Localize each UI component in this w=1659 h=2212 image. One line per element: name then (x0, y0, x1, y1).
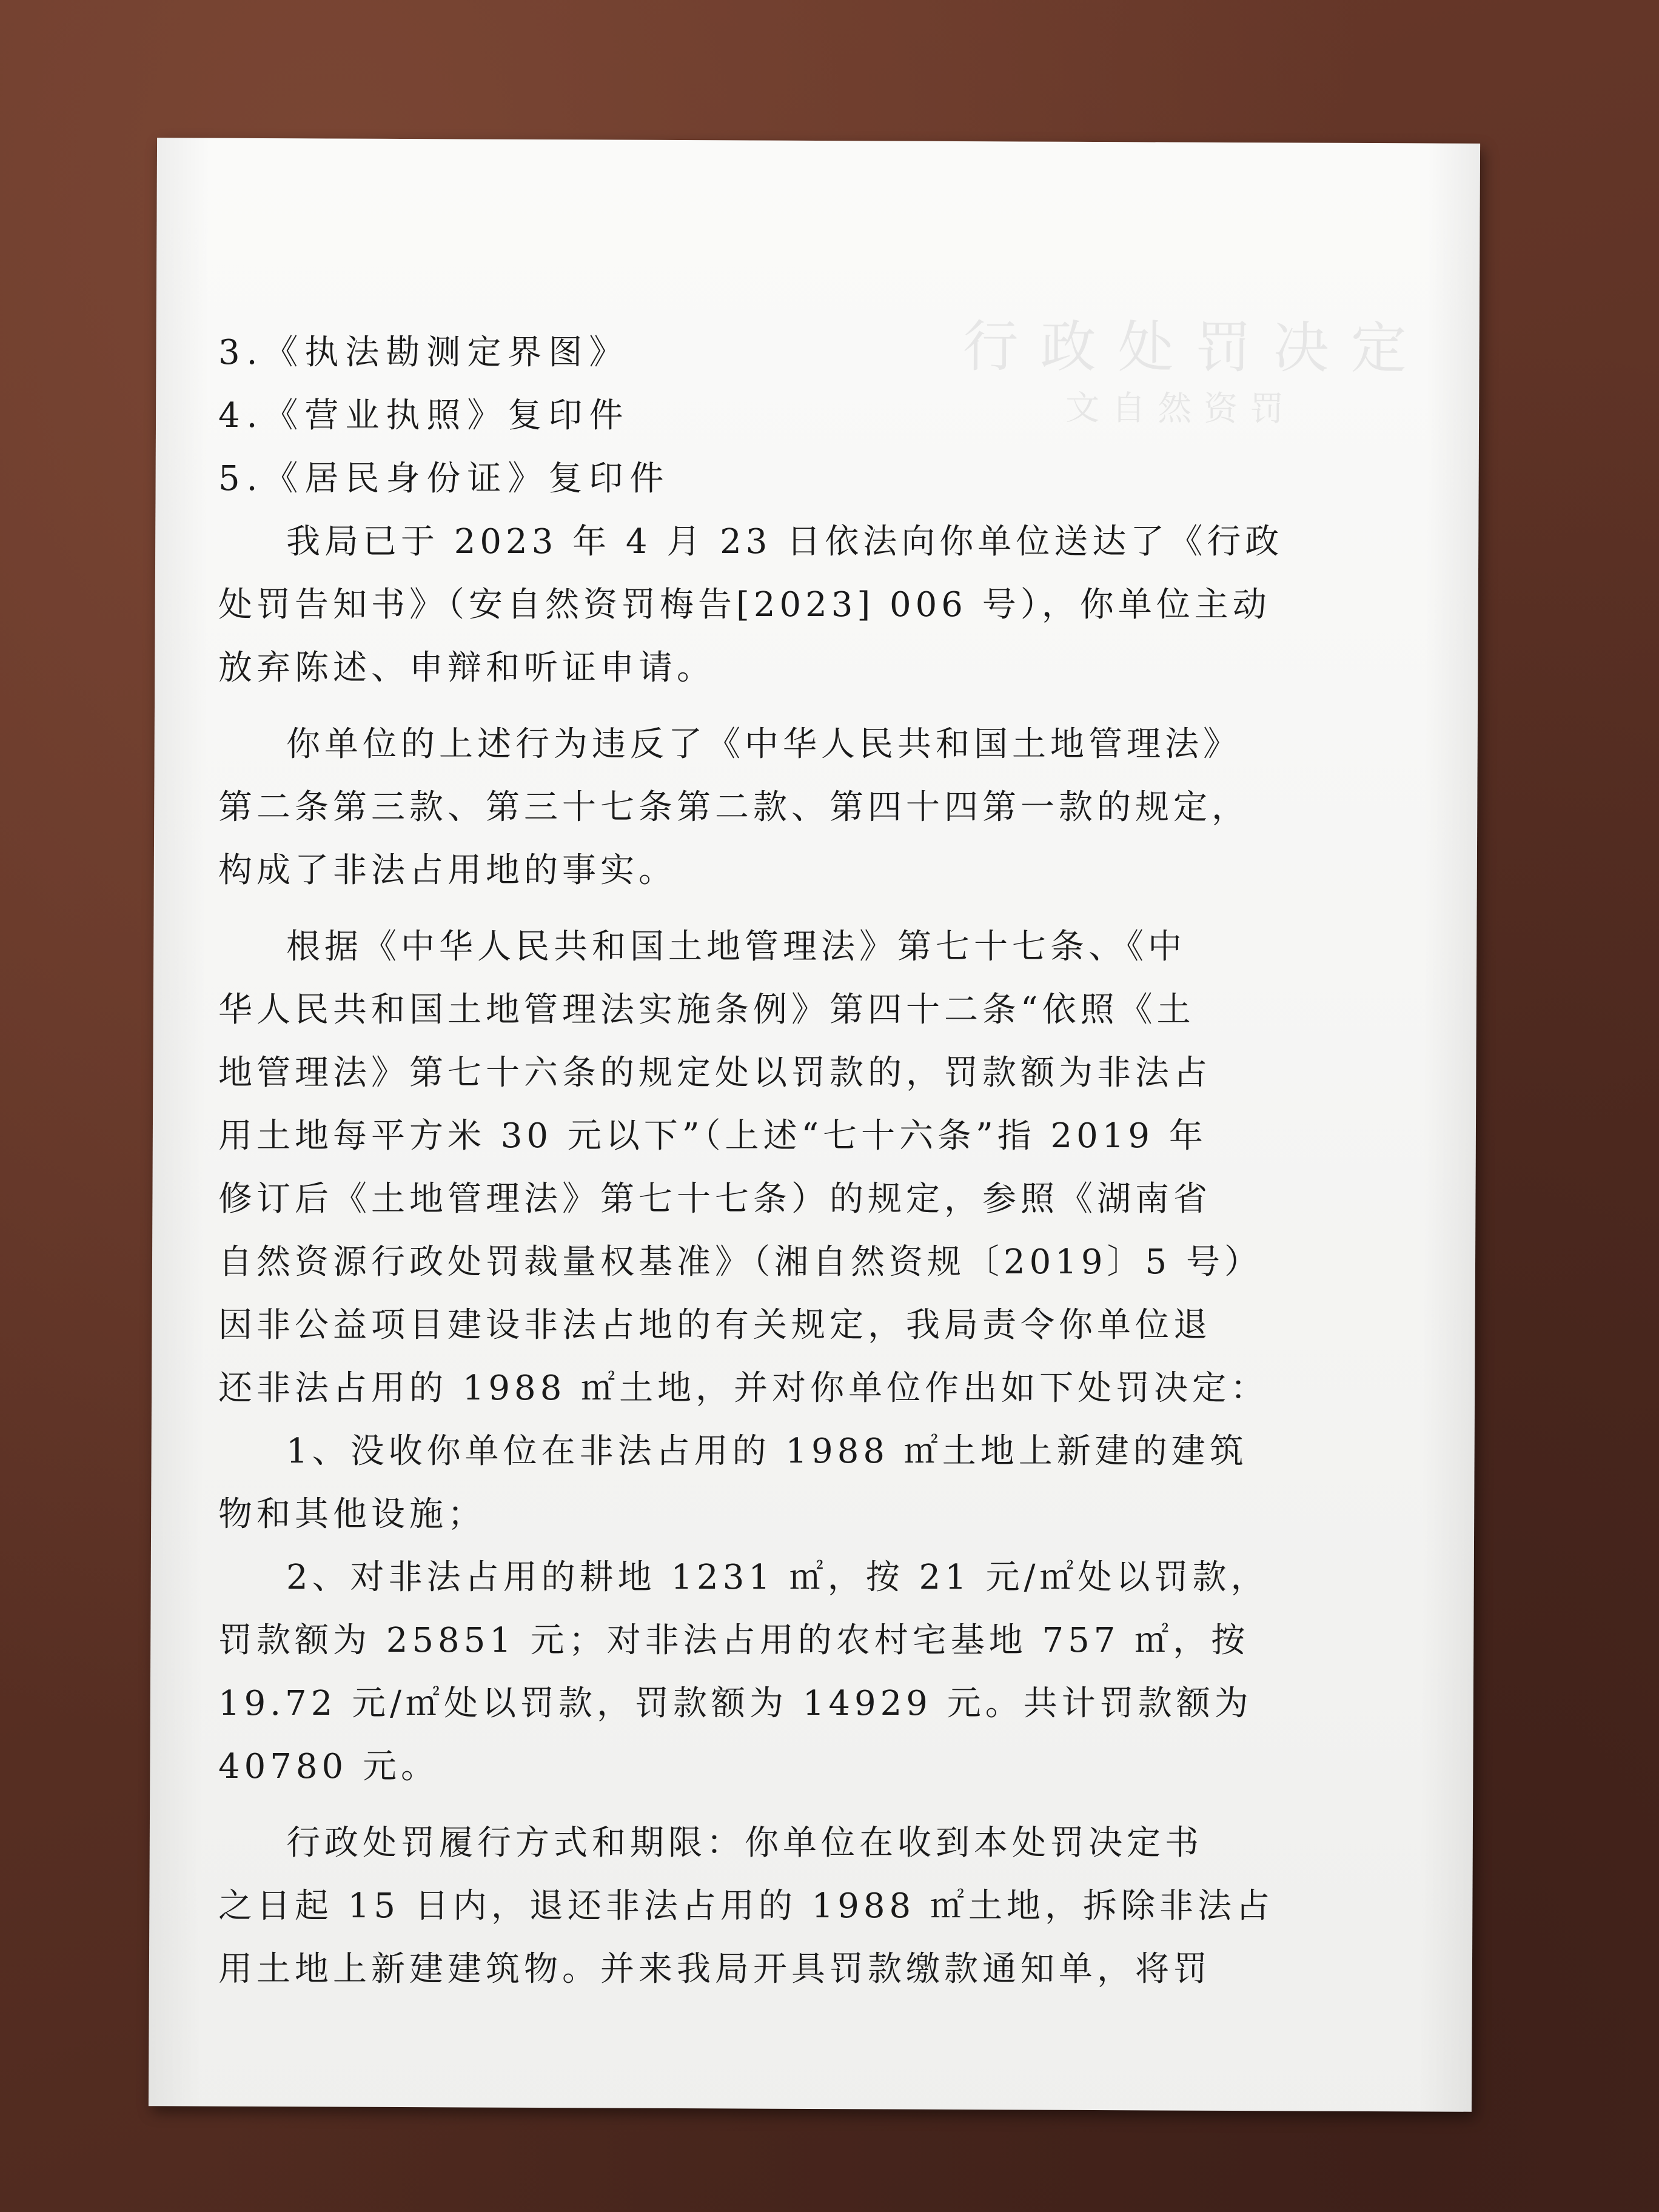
penalty-item-2-line-2: 罚款额为 25851 元；对非法占用的农村宅基地 757 ㎡，按 (218, 1621, 1250, 1660)
attachment-item-4: 4.《营业执照》复印件 (218, 396, 630, 435)
paragraph-notice-line-1: 我局已于 2023 年 4 月 23 日依法向你单位送达了《行政 (286, 522, 1284, 561)
paragraph-violation-line-2: 第二条第三款、第三十七条第二款、第四十四第一款的规定， (218, 788, 1250, 827)
paragraph-basis-line-6: 自然资源行政处罚裁量权基准》（湘自然资规〔2019〕5 号） (218, 1242, 1262, 1282)
paragraph-violation-line-3: 构成了非法占用地的事实。 (218, 851, 677, 890)
paragraph-notice-line-3: 放弃陈述、申辩和听证申请。 (218, 648, 715, 688)
paragraph-basis-line-7: 因非公益项目建设非法占地的有关规定，我局责令你单位退 (218, 1305, 1212, 1345)
paragraph-deadline-line-3: 用土地上新建建筑物。并来我局开具罚款缴款通知单，将罚 (218, 1949, 1212, 1989)
paragraph-basis-line-3: 地管理法》第七十六条的规定处以罚款的，罚款额为非法占 (218, 1053, 1212, 1093)
paragraph-basis-line-8: 还非法占用的 1988 ㎡土地，并对你单位作出如下处罚决定： (218, 1369, 1269, 1408)
document-body (218, 321, 1358, 2001)
penalty-item-2-line-3: 19.72 元/㎡处以罚款，罚款额为 14929 元。共计罚款额为 (218, 1684, 1253, 1723)
paragraph-basis-line-1: 根据《中华人民共和国土地管理法》第七十七条、《中 (286, 927, 1186, 967)
attachment-item-5: 5.《居民身份证》复印件 (218, 459, 671, 498)
paragraph-deadline-line-2: 之日起 15 日内，退还非法占用的 1988 ㎡土地，拆除非法占 (218, 1886, 1274, 1926)
paragraph-violation-line-1: 你单位的上述行为违反了《中华人民共和国土地管理法》 (286, 725, 1241, 764)
bleed-through-subtitle: 文自然资罚 (1065, 388, 1296, 429)
paragraph-basis-line-5: 修订后《土地管理法》第七十七条）的规定，参照《湖南省 (218, 1179, 1212, 1219)
paragraph-deadline-line-1: 行政处罚履行方式和期限：你单位在收到本处罚决定书 (286, 1823, 1203, 1863)
paragraph-basis-line-4: 用土地每平方米 30 元以下”（上述“七十六条”指 2019 年 (218, 1116, 1207, 1156)
penalty-item-1-line-1: 1、没收你单位在非法占用的 1988 ㎡土地上新建的建筑 (286, 1432, 1248, 1471)
paragraph-notice-line-2: 处罚告知书》（安自然资罚梅告[2023] 006 号），你单位主动 (218, 585, 1271, 625)
paragraph-basis-line-2: 华人民共和国土地管理法实施条例》第四十二条“依照《土 (218, 990, 1195, 1030)
bleed-through-title: 行政处罚决定 (962, 314, 1429, 381)
penalty-item-2-line-1: 2、对非法占用的耕地 1231 ㎡，按 21 元/㎡处以罚款， (286, 1558, 1269, 1597)
penalty-item-1-line-2: 物和其他设施； (218, 1495, 486, 1534)
attachment-item-3: 3.《执法勘测定界图》 (218, 333, 630, 372)
penalty-item-2-line-4: 40780 元。 (218, 1747, 439, 1786)
